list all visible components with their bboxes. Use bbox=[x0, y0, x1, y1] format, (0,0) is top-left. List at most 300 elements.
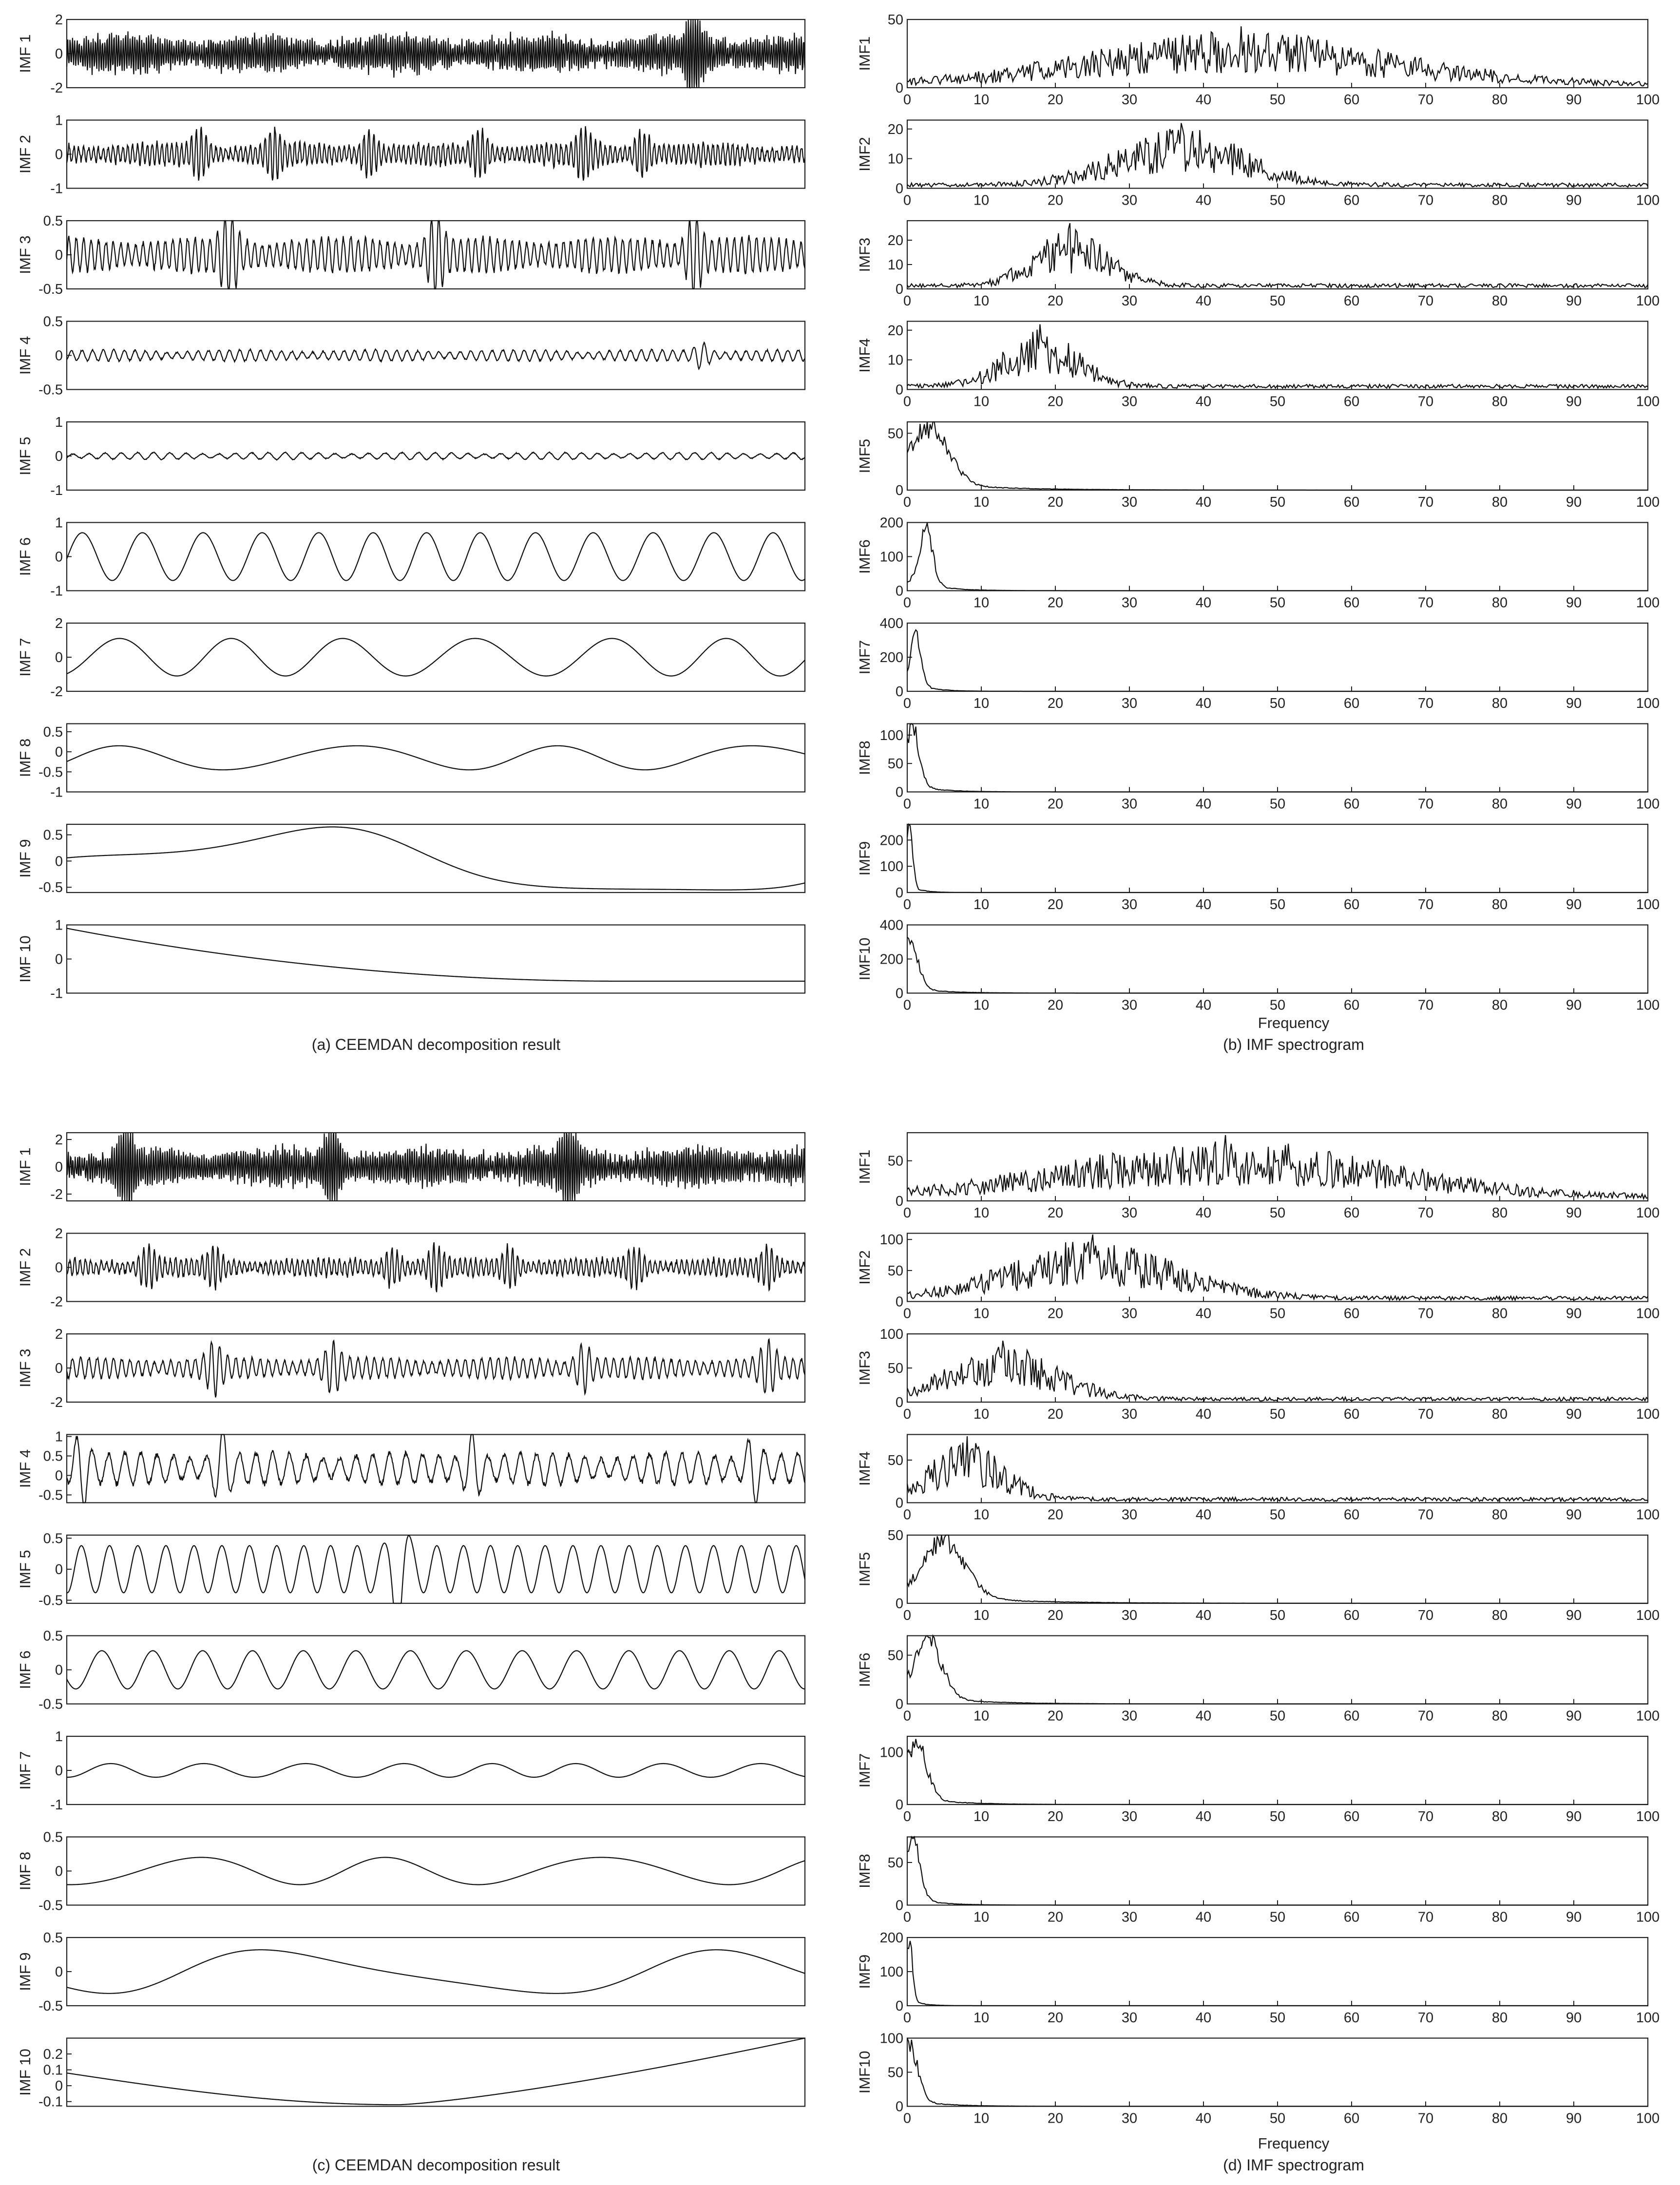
d-imf2-xtick-label: 20 bbox=[1047, 1306, 1064, 1322]
c-imf3-ytick-label: 0 bbox=[55, 1361, 63, 1376]
a-imf1-ytick-label: -2 bbox=[50, 80, 63, 96]
b-imf3-xtick-label: 60 bbox=[1343, 293, 1360, 309]
d-imf5-xtick-label: 40 bbox=[1195, 1608, 1212, 1623]
b-imf8-ytick-label: 100 bbox=[879, 727, 903, 743]
d-imf4-xtick-label: 100 bbox=[1636, 1507, 1660, 1523]
a-imf2-ylabel: IMF 2 bbox=[17, 134, 34, 174]
d-imf8-xtick-label: 20 bbox=[1047, 1909, 1064, 1925]
caption-d: (d) IMF spectrogram bbox=[1223, 2156, 1364, 2174]
d-imf3-xtick-label: 40 bbox=[1195, 1406, 1212, 1422]
d-imf7-xtick-label: 50 bbox=[1269, 1809, 1286, 1824]
b-imf2-xtick-label: 60 bbox=[1343, 192, 1360, 209]
a-imf4-ytick-label: 0.5 bbox=[43, 314, 63, 330]
b-imf8-xtick-label: 80 bbox=[1491, 796, 1508, 812]
d-imf6-xtick-label: 70 bbox=[1417, 1708, 1434, 1724]
d-imf9-ytick-label: 200 bbox=[879, 1930, 903, 1946]
c-imf3-ytick-label: 2 bbox=[55, 1327, 63, 1342]
d-imf9-xtick-label: 60 bbox=[1343, 2010, 1360, 2026]
b-imf3-xtick-label: 20 bbox=[1047, 293, 1064, 309]
d-imf8-xtick-label: 70 bbox=[1417, 1909, 1434, 1925]
b-imf4-xtick-label: 50 bbox=[1269, 394, 1286, 410]
a-imf3-ytick-label: -0.5 bbox=[38, 282, 63, 297]
c-imf1-ylabel: IMF 1 bbox=[17, 1147, 34, 1186]
c-imf2-ytick-label: 0 bbox=[55, 1260, 63, 1276]
b-imf5-ylabel: IMF5 bbox=[856, 438, 873, 474]
d-imf7-xtick-label: 40 bbox=[1195, 1809, 1212, 1824]
c-imf10-ytick-label: 0.2 bbox=[43, 2047, 63, 2063]
b-imf6-ytick-label: 0 bbox=[895, 583, 903, 599]
d-imf3-ytick-label: 0 bbox=[895, 1395, 903, 1410]
b-imf8-ylabel: IMF8 bbox=[856, 741, 873, 775]
b-imf2-xtick-label: 40 bbox=[1195, 192, 1212, 209]
b-imf1-xtick-label: 90 bbox=[1565, 92, 1582, 108]
b-imf6-xtick-label: 20 bbox=[1047, 595, 1064, 611]
c-imf2-ylabel: IMF 2 bbox=[17, 1248, 34, 1287]
b-imf10-ytick-label: 0 bbox=[895, 986, 903, 1002]
frequency-label-d: Frequency bbox=[1258, 2135, 1330, 2152]
b-imf3-xtick-label: 40 bbox=[1195, 293, 1212, 309]
b-imf2-ytick-label: 0 bbox=[895, 181, 903, 197]
c-imf1-ytick-label: 2 bbox=[55, 1132, 63, 1148]
d-imf7-ytick-label: 0 bbox=[895, 1797, 903, 1813]
b-imf10-xtick-label: 20 bbox=[1047, 997, 1064, 1013]
b-imf3-ytick-label: 20 bbox=[887, 233, 903, 248]
b-imf1-xtick-label: 0 bbox=[903, 92, 912, 108]
b-imf1-xtick-label: 20 bbox=[1047, 92, 1064, 108]
b-imf7-xtick-label: 10 bbox=[973, 696, 990, 711]
b-imf7-xtick-label: 90 bbox=[1565, 696, 1582, 711]
b-imf5-xtick-label: 60 bbox=[1343, 494, 1360, 510]
b-imf4-ytick-label: 0 bbox=[895, 382, 903, 398]
c-imf2-ytick-label: 2 bbox=[55, 1226, 63, 1242]
b-imf10-ylabel: IMF10 bbox=[856, 937, 873, 981]
d-imf8-ylabel: IMF8 bbox=[856, 1854, 873, 1888]
d-imf3-xtick-label: 60 bbox=[1343, 1406, 1360, 1422]
d-imf10-xtick-label: 50 bbox=[1269, 2110, 1286, 2127]
b-imf3-xtick-label: 80 bbox=[1491, 293, 1508, 309]
d-imf7-xtick-label: 70 bbox=[1417, 1809, 1434, 1824]
b-imf8-xtick-label: 0 bbox=[903, 796, 912, 812]
b-imf8-xtick-label: 100 bbox=[1636, 796, 1660, 812]
d-imf8-xtick-label: 40 bbox=[1195, 1909, 1212, 1925]
b-imf3-xtick-label: 90 bbox=[1565, 293, 1582, 309]
d-imf10-xtick-label: 20 bbox=[1047, 2110, 1064, 2127]
b-imf5-xtick-label: 20 bbox=[1047, 494, 1064, 510]
d-imf5-xtick-label: 30 bbox=[1121, 1608, 1138, 1623]
b-imf10-xtick-label: 80 bbox=[1491, 997, 1508, 1013]
d-imf4-xtick-label: 90 bbox=[1565, 1507, 1582, 1523]
d-imf3-xtick-label: 70 bbox=[1417, 1406, 1434, 1422]
b-imf1-xtick-label: 30 bbox=[1121, 92, 1138, 108]
a-imf4-ytick-label: -0.5 bbox=[38, 382, 63, 398]
d-imf5-ytick-label: 50 bbox=[887, 1528, 903, 1543]
d-imf10-ytick-label: 0 bbox=[895, 2099, 903, 2115]
b-imf5-ytick-label: 50 bbox=[887, 426, 903, 442]
b-imf8-xtick-label: 90 bbox=[1565, 796, 1582, 812]
c-imf9-ytick-label: 0.5 bbox=[43, 1930, 63, 1946]
a-imf7-ytick-label: -2 bbox=[50, 684, 63, 700]
b-imf4-xtick-label: 0 bbox=[903, 394, 912, 410]
b-imf9-xtick-label: 60 bbox=[1343, 897, 1360, 912]
d-imf8-ytick-label: 50 bbox=[887, 1855, 903, 1871]
d-imf3-ytick-label: 100 bbox=[879, 1327, 903, 1342]
b-imf8-xtick-label: 50 bbox=[1269, 796, 1286, 812]
d-imf5-xtick-label: 70 bbox=[1417, 1608, 1434, 1623]
b-imf5-xtick-label: 80 bbox=[1491, 494, 1508, 510]
d-imf8-xtick-label: 90 bbox=[1565, 1909, 1582, 1925]
b-imf6-ylabel: IMF6 bbox=[856, 539, 873, 574]
b-imf10-xtick-label: 10 bbox=[973, 997, 990, 1013]
b-imf6-xtick-label: 10 bbox=[973, 595, 990, 611]
b-imf2-xtick-label: 50 bbox=[1269, 192, 1286, 209]
d-imf6-xtick-label: 20 bbox=[1047, 1708, 1064, 1724]
b-imf10-xtick-label: 30 bbox=[1121, 997, 1138, 1013]
a-imf7-ylabel: IMF 7 bbox=[17, 638, 34, 677]
d-imf1-xtick-label: 20 bbox=[1047, 1205, 1064, 1221]
a-imf2-ytick-label: 0 bbox=[55, 147, 63, 163]
d-imf2-ylabel: IMF2 bbox=[856, 1250, 873, 1285]
b-imf7-xtick-label: 60 bbox=[1343, 696, 1360, 711]
c-imf4-ytick-label: 0 bbox=[55, 1468, 63, 1484]
a-imf9-ytick-label: 0.5 bbox=[43, 827, 63, 843]
d-imf3-xtick-label: 80 bbox=[1491, 1406, 1508, 1422]
a-imf2-ytick-label: 1 bbox=[55, 113, 63, 129]
d-imf1-xtick-label: 50 bbox=[1269, 1205, 1286, 1221]
b-imf2-xtick-label: 90 bbox=[1565, 192, 1582, 209]
b-imf7-ylabel: IMF7 bbox=[856, 640, 873, 675]
d-imf3-xtick-label: 90 bbox=[1565, 1406, 1582, 1422]
d-imf9-ylabel: IMF9 bbox=[856, 1954, 873, 1989]
b-imf9-ytick-label: 200 bbox=[879, 833, 903, 849]
d-imf2-xtick-label: 100 bbox=[1636, 1306, 1660, 1322]
c-imf6-ytick-label: 0 bbox=[55, 1662, 63, 1678]
a-imf8-ytick-label: -1 bbox=[50, 784, 63, 800]
b-imf3-xtick-label: 10 bbox=[973, 293, 990, 309]
b-imf8-xtick-label: 40 bbox=[1195, 796, 1212, 812]
a-imf8-ytick-label: -0.5 bbox=[38, 764, 63, 780]
d-imf8-xtick-label: 0 bbox=[903, 1909, 912, 1925]
d-imf5-xtick-label: 90 bbox=[1565, 1608, 1582, 1623]
b-imf3-xtick-label: 50 bbox=[1269, 293, 1286, 309]
b-imf1-ytick-label: 0 bbox=[895, 80, 903, 96]
d-imf1-xtick-label: 60 bbox=[1343, 1205, 1360, 1221]
a-imf10-ytick-label: 0 bbox=[55, 951, 63, 968]
a-imf3-ytick-label: 0 bbox=[55, 247, 63, 263]
d-imf7-xtick-label: 10 bbox=[973, 1809, 990, 1824]
b-imf4-xtick-label: 40 bbox=[1195, 394, 1212, 410]
b-imf7-xtick-label: 0 bbox=[903, 696, 912, 711]
a-imf5-ytick-label: 0 bbox=[55, 449, 63, 464]
b-imf2-xtick-label: 20 bbox=[1047, 192, 1064, 209]
c-imf4-ytick-label: 1 bbox=[55, 1429, 63, 1445]
c-imf6-ylabel: IMF 6 bbox=[17, 1650, 34, 1690]
b-imf5-xtick-label: 90 bbox=[1565, 494, 1582, 510]
d-imf4-xtick-label: 70 bbox=[1417, 1507, 1434, 1523]
d-imf1-ylabel: IMF1 bbox=[856, 1149, 873, 1184]
d-imf10-xtick-label: 60 bbox=[1343, 2110, 1360, 2127]
a-imf1-ytick-label: 0 bbox=[55, 46, 63, 62]
d-imf1-xtick-label: 0 bbox=[903, 1205, 912, 1221]
b-imf9-ytick-label: 100 bbox=[879, 859, 903, 875]
d-imf9-xtick-label: 50 bbox=[1269, 2010, 1286, 2026]
d-imf10-xtick-label: 40 bbox=[1195, 2110, 1212, 2127]
b-imf5-xtick-label: 10 bbox=[973, 494, 990, 510]
a-imf5-ylabel: IMF 5 bbox=[17, 437, 34, 475]
b-imf6-xtick-label: 60 bbox=[1343, 595, 1360, 611]
b-imf1-xtick-label: 100 bbox=[1636, 92, 1660, 108]
d-imf4-xtick-label: 60 bbox=[1343, 1507, 1360, 1523]
b-imf1-xtick-label: 70 bbox=[1417, 92, 1434, 108]
b-imf4-xtick-label: 100 bbox=[1636, 394, 1660, 410]
d-imf2-ytick-label: 0 bbox=[895, 1294, 903, 1310]
d-imf5-xtick-label: 80 bbox=[1491, 1608, 1508, 1623]
d-imf2-xtick-label: 60 bbox=[1343, 1306, 1360, 1322]
b-imf2-xtick-label: 80 bbox=[1491, 192, 1508, 209]
b-imf1-xtick-label: 40 bbox=[1195, 92, 1212, 108]
d-imf7-ytick-label: 100 bbox=[879, 1745, 903, 1761]
b-imf7-xtick-label: 80 bbox=[1491, 696, 1508, 711]
a-imf6-ytick-label: 0 bbox=[55, 549, 63, 565]
c-imf10-ytick-label: 0 bbox=[55, 2078, 63, 2094]
b-imf8-xtick-label: 20 bbox=[1047, 796, 1064, 812]
d-imf3-ytick-label: 50 bbox=[887, 1361, 903, 1376]
c-imf3-ytick-label: -2 bbox=[50, 1395, 63, 1410]
d-imf8-xtick-label: 60 bbox=[1343, 1909, 1360, 1925]
a-imf9-ytick-label: -0.5 bbox=[38, 880, 63, 896]
d-imf10-xtick-label: 0 bbox=[903, 2110, 912, 2127]
d-imf7-xtick-label: 0 bbox=[903, 1809, 912, 1824]
d-imf2-xtick-label: 0 bbox=[903, 1306, 912, 1322]
d-imf9-xtick-label: 90 bbox=[1565, 2010, 1582, 2026]
d-imf8-xtick-label: 50 bbox=[1269, 1909, 1286, 1925]
frequency-label-b: Frequency bbox=[1258, 1014, 1330, 1031]
d-imf4-xtick-label: 50 bbox=[1269, 1507, 1286, 1523]
b-imf6-xtick-label: 40 bbox=[1195, 595, 1212, 611]
d-imf9-xtick-label: 20 bbox=[1047, 2010, 1064, 2026]
d-imf2-xtick-label: 50 bbox=[1269, 1306, 1286, 1322]
c-imf7-ylabel: IMF 7 bbox=[17, 1751, 34, 1790]
d-imf6-xtick-label: 40 bbox=[1195, 1708, 1212, 1724]
d-imf6-xtick-label: 30 bbox=[1121, 1708, 1138, 1724]
a-imf8-ytick-label: 0.5 bbox=[43, 724, 63, 740]
a-imf8-ylabel: IMF 8 bbox=[17, 738, 34, 778]
d-imf9-ytick-label: 0 bbox=[895, 1998, 903, 2014]
d-imf3-ylabel: IMF3 bbox=[856, 1350, 873, 1386]
d-imf9-xtick-label: 30 bbox=[1121, 2010, 1138, 2026]
a-imf5-ytick-label: -1 bbox=[50, 483, 63, 498]
a-imf10-ytick-label: -1 bbox=[50, 986, 63, 1002]
b-imf1-xtick-label: 60 bbox=[1343, 92, 1360, 108]
c-imf10-ytick-label: -0.1 bbox=[38, 2094, 63, 2110]
b-imf4-ytick-label: 10 bbox=[887, 352, 903, 368]
d-imf2-xtick-label: 30 bbox=[1121, 1306, 1138, 1322]
c-imf8-ytick-label: -0.5 bbox=[38, 1898, 63, 1914]
b-imf10-ytick-label: 200 bbox=[879, 951, 903, 968]
d-imf5-ylabel: IMF5 bbox=[856, 1552, 873, 1587]
b-imf4-xtick-label: 10 bbox=[973, 394, 990, 410]
d-imf9-xtick-label: 40 bbox=[1195, 2010, 1212, 2026]
d-imf3-xtick-label: 20 bbox=[1047, 1406, 1064, 1422]
a-imf3-ytick-label: 0.5 bbox=[43, 213, 63, 229]
b-imf1-ylabel: IMF1 bbox=[856, 36, 873, 71]
b-imf1-xtick-label: 10 bbox=[973, 92, 990, 108]
b-imf2-xtick-label: 10 bbox=[973, 192, 990, 209]
d-imf9-xtick-label: 0 bbox=[903, 2010, 912, 2026]
b-imf3-xtick-label: 70 bbox=[1417, 293, 1434, 309]
d-imf2-ytick-label: 50 bbox=[887, 1263, 903, 1279]
b-imf8-xtick-label: 70 bbox=[1417, 796, 1434, 812]
d-imf4-ytick-label: 50 bbox=[887, 1453, 903, 1468]
b-imf9-xtick-label: 40 bbox=[1195, 897, 1212, 912]
b-imf9-ytick-label: 0 bbox=[895, 885, 903, 901]
b-imf4-ylabel: IMF4 bbox=[856, 338, 873, 373]
c-imf1-ytick-label: 0 bbox=[55, 1159, 63, 1175]
b-imf4-xtick-label: 70 bbox=[1417, 394, 1434, 410]
d-imf5-xtick-label: 60 bbox=[1343, 1608, 1360, 1623]
d-imf10-xtick-label: 80 bbox=[1491, 2110, 1508, 2127]
b-imf2-xtick-label: 70 bbox=[1417, 192, 1434, 209]
b-imf4-xtick-label: 30 bbox=[1121, 394, 1138, 410]
a-imf2-ytick-label: -1 bbox=[50, 181, 63, 197]
d-imf10-xtick-label: 90 bbox=[1565, 2110, 1582, 2127]
c-imf5-ylabel: IMF 5 bbox=[17, 1550, 34, 1589]
b-imf2-xtick-label: 100 bbox=[1636, 192, 1660, 209]
d-imf2-xtick-label: 70 bbox=[1417, 1306, 1434, 1322]
b-imf5-xtick-label: 0 bbox=[903, 494, 912, 510]
d-imf6-ytick-label: 50 bbox=[887, 1648, 903, 1664]
b-imf9-xtick-label: 50 bbox=[1269, 897, 1286, 912]
c-imf2-ytick-label: -2 bbox=[50, 1294, 63, 1310]
b-imf9-xtick-label: 30 bbox=[1121, 897, 1138, 912]
b-imf7-xtick-label: 70 bbox=[1417, 696, 1434, 711]
c-imf6-ytick-label: 0.5 bbox=[43, 1628, 63, 1644]
d-imf7-xtick-label: 30 bbox=[1121, 1809, 1138, 1824]
b-imf4-xtick-label: 60 bbox=[1343, 394, 1360, 410]
b-imf3-xtick-label: 0 bbox=[903, 293, 912, 309]
d-imf6-xtick-label: 100 bbox=[1636, 1708, 1660, 1724]
b-imf5-xtick-label: 50 bbox=[1269, 494, 1286, 510]
b-imf5-xtick-label: 30 bbox=[1121, 494, 1138, 510]
d-imf8-ytick-label: 0 bbox=[895, 1898, 903, 1914]
b-imf2-ytick-label: 20 bbox=[887, 121, 903, 137]
d-imf1-xtick-label: 90 bbox=[1565, 1205, 1582, 1221]
b-imf9-xtick-label: 90 bbox=[1565, 897, 1582, 912]
a-imf4-ylabel: IMF 4 bbox=[17, 336, 34, 375]
a-imf1-ytick-label: 2 bbox=[55, 12, 63, 28]
d-imf5-ytick-label: 0 bbox=[895, 1596, 903, 1612]
d-imf8-xtick-label: 100 bbox=[1636, 1909, 1660, 1925]
d-imf9-xtick-label: 70 bbox=[1417, 2010, 1434, 2026]
d-imf3-xtick-label: 100 bbox=[1636, 1406, 1660, 1422]
d-imf6-ytick-label: 0 bbox=[895, 1696, 903, 1712]
d-imf4-xtick-label: 10 bbox=[973, 1507, 990, 1523]
b-imf2-xtick-label: 30 bbox=[1121, 192, 1138, 209]
d-imf6-ylabel: IMF6 bbox=[856, 1653, 873, 1687]
d-imf5-xtick-label: 20 bbox=[1047, 1608, 1064, 1623]
a-imf10-ylabel: IMF 10 bbox=[17, 935, 34, 983]
c-imf9-ytick-label: -0.5 bbox=[38, 1998, 63, 2014]
b-imf3-xtick-label: 30 bbox=[1121, 293, 1138, 309]
c-imf7-ytick-label: 1 bbox=[55, 1729, 63, 1745]
c-imf7-ytick-label: -1 bbox=[50, 1797, 63, 1813]
b-imf7-ytick-label: 0 bbox=[895, 684, 903, 700]
b-imf8-xtick-label: 30 bbox=[1121, 796, 1138, 812]
c-imf5-ytick-label: 0 bbox=[55, 1562, 63, 1577]
b-imf6-xtick-label: 50 bbox=[1269, 595, 1286, 611]
c-imf7-ytick-label: 0 bbox=[55, 1763, 63, 1779]
b-imf9-xtick-label: 100 bbox=[1636, 897, 1660, 912]
b-imf8-xtick-label: 60 bbox=[1343, 796, 1360, 812]
b-imf7-xtick-label: 30 bbox=[1121, 696, 1138, 711]
d-imf1-xtick-label: 80 bbox=[1491, 1205, 1508, 1221]
c-imf9-ytick-label: 0 bbox=[55, 1964, 63, 1980]
d-imf8-xtick-label: 30 bbox=[1121, 1909, 1138, 1925]
b-imf10-xtick-label: 40 bbox=[1195, 997, 1212, 1013]
c-imf4-ylabel: IMF 4 bbox=[17, 1449, 34, 1488]
d-imf9-xtick-label: 80 bbox=[1491, 2010, 1508, 2026]
a-imf7-ytick-label: 0 bbox=[55, 650, 63, 665]
d-imf2-xtick-label: 40 bbox=[1195, 1306, 1212, 1322]
caption-b: (b) IMF spectrogram bbox=[1223, 1036, 1364, 1053]
a-imf10-ytick-label: 1 bbox=[55, 917, 63, 933]
b-imf7-xtick-label: 20 bbox=[1047, 696, 1064, 711]
d-imf1-xtick-label: 70 bbox=[1417, 1205, 1434, 1221]
d-imf2-xtick-label: 90 bbox=[1565, 1306, 1582, 1322]
b-imf6-xtick-label: 30 bbox=[1121, 595, 1138, 611]
b-imf8-ytick-label: 50 bbox=[887, 756, 903, 772]
d-imf4-xtick-label: 20 bbox=[1047, 1507, 1064, 1523]
d-imf10-ytick-label: 50 bbox=[887, 2065, 903, 2081]
d-imf1-ytick-label: 50 bbox=[887, 1153, 903, 1169]
b-imf8-xtick-label: 10 bbox=[973, 796, 990, 812]
d-imf6-xtick-label: 10 bbox=[973, 1708, 990, 1724]
b-imf6-xtick-label: 100 bbox=[1636, 595, 1660, 611]
d-imf6-xtick-label: 0 bbox=[903, 1708, 912, 1724]
caption-c: (c) CEEMDAN decomposition result bbox=[312, 2156, 560, 2174]
b-imf1-ytick-label: 50 bbox=[887, 12, 903, 28]
d-imf10-xtick-label: 70 bbox=[1417, 2110, 1434, 2127]
d-imf1-xtick-label: 30 bbox=[1121, 1205, 1138, 1221]
b-imf6-xtick-label: 0 bbox=[903, 595, 912, 611]
b-imf9-xtick-label: 80 bbox=[1491, 897, 1508, 912]
d-imf10-ytick-label: 100 bbox=[879, 2031, 903, 2047]
c-imf10-ylabel: IMF 10 bbox=[17, 2049, 34, 2096]
b-imf5-ytick-label: 0 bbox=[895, 483, 903, 498]
d-imf1-ytick-label: 0 bbox=[895, 1194, 903, 1209]
d-imf3-xtick-label: 0 bbox=[903, 1406, 912, 1422]
b-imf9-ylabel: IMF9 bbox=[856, 841, 873, 876]
d-imf10-xtick-label: 10 bbox=[973, 2110, 990, 2127]
c-imf10-ytick-label: 0.1 bbox=[43, 2062, 63, 2078]
b-imf3-ylabel: IMF3 bbox=[856, 237, 873, 272]
d-imf1-xtick-label: 100 bbox=[1636, 1205, 1660, 1221]
a-imf6-ytick-label: 1 bbox=[55, 515, 63, 531]
d-imf3-xtick-label: 50 bbox=[1269, 1406, 1286, 1422]
a-imf9-ylabel: IMF 9 bbox=[17, 839, 34, 878]
d-imf7-ylabel: IMF7 bbox=[856, 1753, 873, 1788]
c-imf5-ytick-label: -0.5 bbox=[38, 1593, 63, 1609]
b-imf10-xtick-label: 60 bbox=[1343, 997, 1360, 1013]
d-imf5-xtick-label: 100 bbox=[1636, 1608, 1660, 1623]
b-imf4-ytick-label: 20 bbox=[887, 323, 903, 339]
b-imf7-ytick-label: 200 bbox=[879, 650, 903, 665]
d-imf4-xtick-label: 40 bbox=[1195, 1507, 1212, 1523]
b-imf3-xtick-label: 100 bbox=[1636, 293, 1660, 309]
d-imf7-xtick-label: 100 bbox=[1636, 1809, 1660, 1824]
c-imf8-ylabel: IMF 8 bbox=[17, 1851, 34, 1891]
b-imf2-xtick-label: 0 bbox=[903, 192, 912, 209]
b-imf9-xtick-label: 70 bbox=[1417, 897, 1434, 912]
